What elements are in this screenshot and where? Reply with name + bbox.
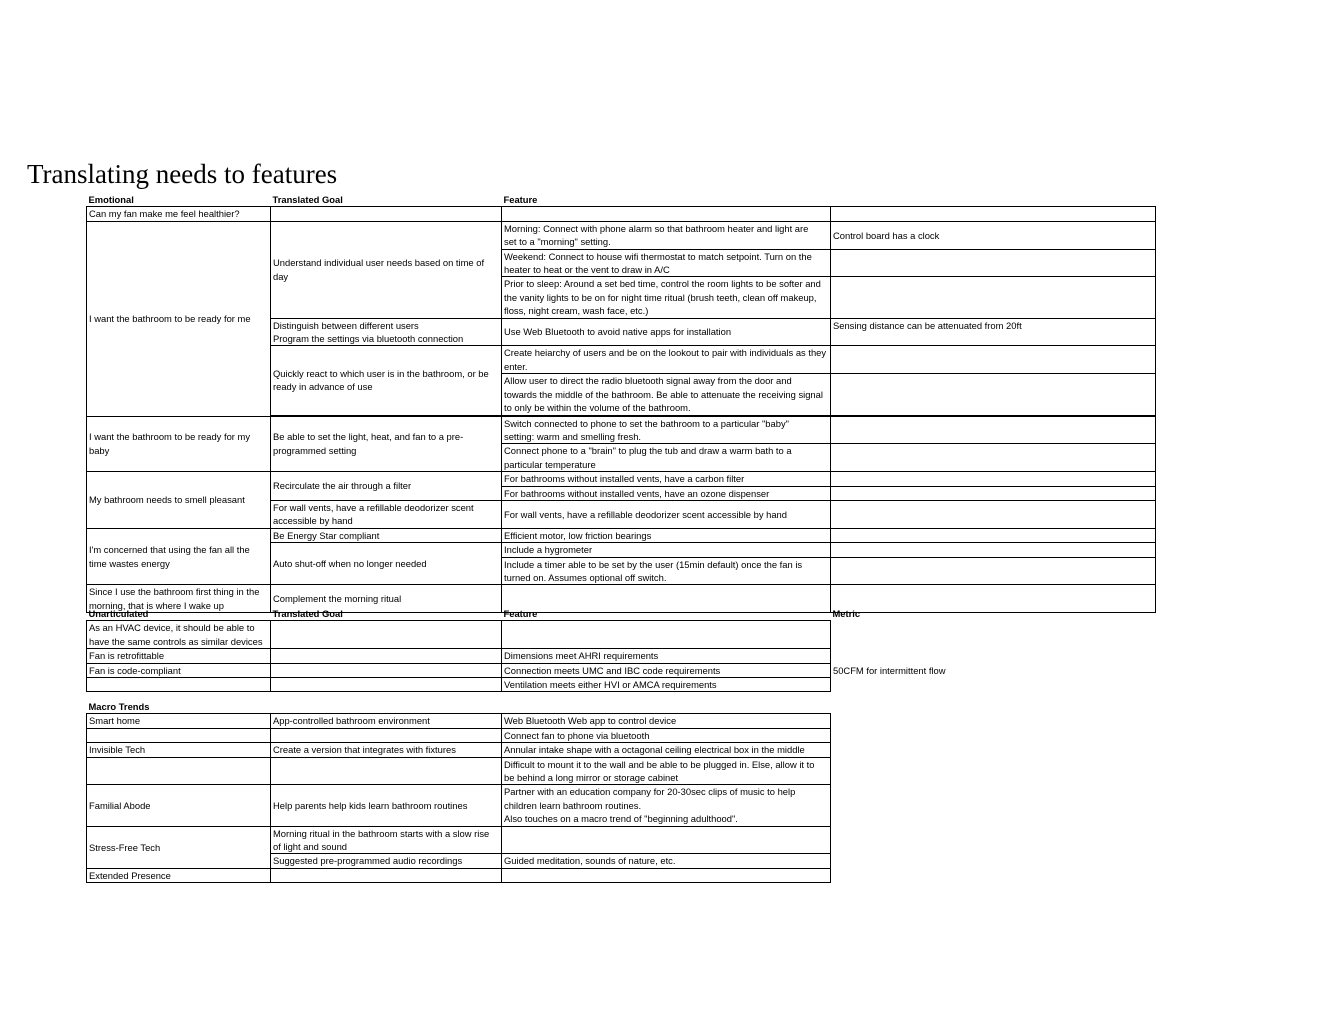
feature-cell: Morning: Connect with phone alarm so that bathroom heater and light are set to a "morning" setting. <box>502 221 831 249</box>
metric-cell: Control board has a clock <box>831 221 1156 249</box>
feature-cell: Weekend: Connect to house wifi thermostat to match setpoint. Turn on the heater to heat or the vent to draw in A/C <box>502 249 831 277</box>
feature-cell: Switch connected to phone to set the bathroom to a particular "baby" setting: warm and smelling fresh. <box>502 416 831 444</box>
goal-cell: Recirculate the air through a filter <box>271 472 502 501</box>
goal-cell: Help parents help kids learn bathroom routines <box>271 785 502 826</box>
need-cell: Can my fan make me feel healthier? <box>87 207 271 221</box>
feature-cell: Include a hygrometer <box>502 543 831 557</box>
header-unarticulated: Unarticulated <box>88 608 149 619</box>
goal-cell: Suggested pre-programmed audio recordings <box>271 854 502 868</box>
feature-cell: Web Bluetooth Web app to control device <box>502 714 831 728</box>
need-cell: I'm concerned that using the fan all the time wastes energy <box>87 528 271 585</box>
need-cell: I want the bathroom to be ready for my baby <box>87 416 271 472</box>
feature-cell: Prior to sleep: Around a set bed time, control the room lights to be softer and the vanity lights to be on for night time ritual (brush teeth, clean off makeup, floss, night cream, wash face, etc.) <box>502 277 831 318</box>
feature-cell: Partner with an education company for 20-30sec clips of music to help children learn bathroom routines. Also touches on a macro trend of "beginning adulthood". <box>502 785 831 826</box>
trend-cell: Invisible Tech <box>87 743 271 757</box>
header-feature: Feature <box>503 608 538 619</box>
goal-cell: Quickly react to which user is in the bathroom, or be ready in advance of use <box>271 346 502 415</box>
feature-cell: Difficult to mount it to the wall and be able to be plugged in. Else, allow it to be behind a long mirror or storage cabinet <box>502 757 831 785</box>
feature-cell: Efficient motor, low friction bearings <box>502 528 831 542</box>
feature-cell: Create heiarchy of users and be on the lookout to pair with individuals as they enter. <box>502 346 831 374</box>
need-cell: Fan is code-compliant <box>87 663 271 677</box>
trend-cell: Smart home <box>87 714 271 728</box>
trend-cell: Familial Abode <box>87 785 271 826</box>
feature-cell: Guided meditation, sounds of nature, etc. <box>502 854 831 868</box>
trend-cell: Stress-Free Tech <box>87 826 271 868</box>
goal-cell: Be able to set the light, heat, and fan to a pre- programmed setting <box>271 416 502 472</box>
emotional-table <box>86 193 1156 613</box>
header-emotional: Emotional <box>88 194 134 205</box>
feature-cell: Connect phone to a "brain" to plug the tub and draw a warm bath to a particular temperature <box>502 444 831 472</box>
feature-cell: Dimensions meet AHRI requirements <box>502 649 831 663</box>
trend-cell: Extended Presence <box>87 868 271 882</box>
goal-cell: Distinguish between different users Program the settings via bluetooth connection <box>271 318 502 346</box>
feature-cell: Connection meets UMC and IBC code requirements <box>502 663 831 677</box>
metric-cell: 50CFM for intermittent flow <box>833 664 946 676</box>
feature-cell: Ventilation meets either HVI or AMCA requirements <box>502 678 831 692</box>
need-cell: I want the bathroom to be ready for me <box>87 221 271 416</box>
goal-cell: Be Energy Star compliant <box>271 528 502 542</box>
metric-cell: Sensing distance can be attenuated from 20ft <box>831 318 1156 346</box>
header-translated-goal: Translated Goal <box>272 608 343 619</box>
page-title: Translating needs to features <box>27 159 338 189</box>
goal-cell: Complement the morning ritual <box>271 585 502 613</box>
feature-cell: For bathrooms without installed vents, have an ozone dispenser <box>502 486 831 500</box>
header-feature: Feature <box>503 194 538 205</box>
need-cell: Since I use the bathroom first thing in the morning, that is where I wake up <box>87 585 271 613</box>
need-cell: As an HVAC device, it should be able to have the same controls as similar devices <box>87 621 271 649</box>
macro-trends-table <box>86 700 831 883</box>
header-metric: Metric <box>832 608 861 620</box>
unarticulated-table <box>86 607 987 692</box>
goal-cell: Understand individual user needs based on time of day <box>271 221 502 318</box>
need-cell: Fan is retrofittable <box>87 649 271 663</box>
need-cell: My bathroom needs to smell pleasant <box>87 472 271 529</box>
header-translated-goal: Translated Goal <box>272 194 343 205</box>
feature-cell: For bathrooms without installed vents, have a carbon filter <box>502 472 831 486</box>
header-macro-trends: Macro Trends <box>88 701 150 712</box>
goal-cell: App-controlled bathroom environment <box>271 714 502 728</box>
feature-cell: Use Web Bluetooth to avoid native apps for installation <box>502 318 831 346</box>
goal-cell: For wall vents, have a refillable deodorizer scent accessible by hand <box>271 500 502 528</box>
feature-cell: For wall vents, have a refillable deodorizer scent accessible by hand <box>502 500 831 528</box>
feature-cell: Connect fan to phone via bluetooth <box>502 728 831 742</box>
goal-cell: Create a version that integrates with fixtures <box>271 743 502 757</box>
feature-cell: Annular intake shape with a octagonal ceiling electrical box in the middle <box>502 743 831 757</box>
goal-cell: Morning ritual in the bathroom starts with a slow rise of light and sound <box>271 826 502 854</box>
feature-cell: Include a timer able to be set by the user (15min default) once the fan is turned on. Assumes optional off switch. <box>502 557 831 585</box>
goal-cell: Auto shut-off when no longer needed <box>271 543 502 585</box>
feature-cell: Allow user to direct the radio bluetooth signal away from the door and towards the middle of the bathroom. Be able to attenuate the receiving signal to only be within the volume of the bathroom. <box>502 374 831 415</box>
